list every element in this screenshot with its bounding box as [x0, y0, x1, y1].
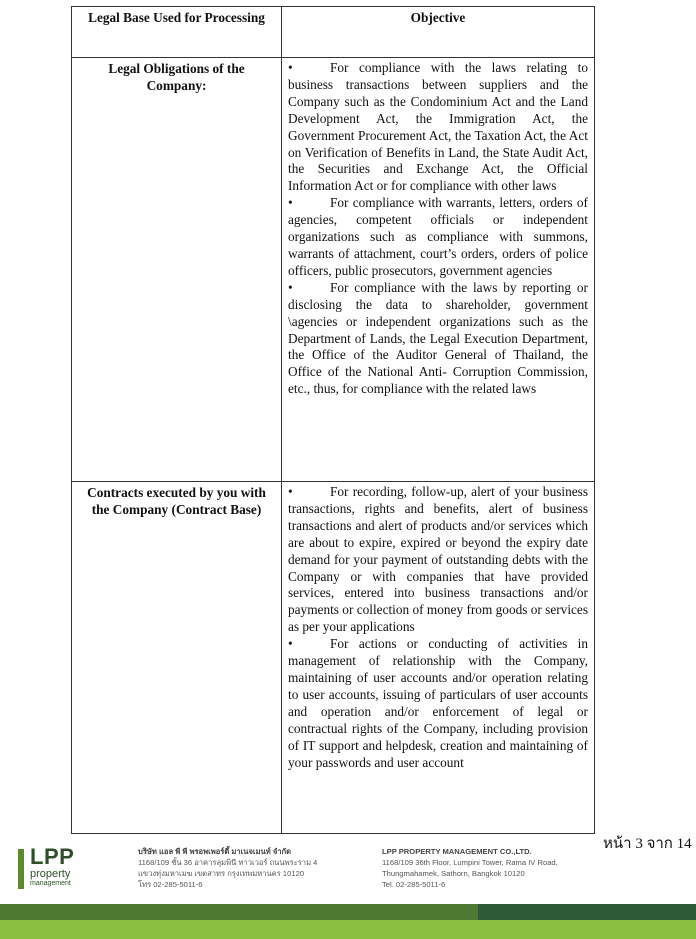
bullet-item: • For compliance with the laws by reporting or disclosing the data to shareholder, government \agencies or independent organizations such as the Department of Lands, the Legal Execution Department, the Office of the Auditor General of Thailand, the Office of the National Anti- Corruption Commission, etc., thus, for compliance with the related laws: [288, 279, 588, 397]
header-legal-base: Legal Base Used for Processing: [72, 7, 282, 58]
company-logo: LPP property management: [30, 844, 75, 887]
english-address: LPP PROPERTY MANAGEMENT CO.,LTD. 1168/109 36th Floor, Lumpini Tower, Rama IV Road, Thungmahamek, Sathorn, Bangkok 10120 Tel. 02-285-5011-6: [382, 847, 558, 889]
bullet-icon: •: [288, 60, 293, 75]
bullet-item: • For compliance with warrants, letters, orders of agencies, competent officials or independent organizations such as compliance with summons, warrants of attachment, court’s orders, orders of police officers, public prosecutors, government agencies: [288, 195, 588, 278]
footer-band-accent: [478, 904, 696, 920]
legal-basis-table: [71, 6, 595, 834]
bullet-item: • For actions or conducting of activities in management of relationship with the Company, maintaining of user accounts and/or operation relating to user accounts, issuing of particulars of user accounts and operation and/or enforcement of legal or contractual rights of the Company, including provision of IT support and helpdesk, creation and maintaining of your passwords and user account: [288, 636, 588, 770]
bullet-icon: •: [288, 195, 293, 211]
row-label: Contracts executed by you with the Company (Contract Base): [72, 482, 282, 834]
thai-address: บริษัท แอล พี พี พรอพเพอร์ตี้ มาเนจเมนท์ จำกัด 1168/109 ชั้น 36 อาคารลุมพินี ทาวเวอร์ ถนนพระราม 4 แขวงทุ่งมหาเมฆ เขตสาทร กรุงเทพมหานคร 10120 โทร 02-285-5011-6: [138, 847, 318, 889]
bullet-item: • For compliance with the laws relating to business transactions between suppliers and the Company such as the Condominium Act and the Land Development Act, the Immigration Act, the Government Procurement Act, the Taxation Act, the Act on Verification of Benefits in Land, the State Audit Act, the Securities and Exchange Act, the Official Information Act or for compliance with other laws: [288, 60, 588, 194]
page-number: หน้า 3 จาก 14: [603, 836, 692, 852]
row-objective: [282, 482, 595, 834]
bullet-icon: •: [288, 484, 293, 499]
row-label: Legal Obligations of the Company:: [72, 58, 282, 482]
row-objective: [282, 58, 595, 482]
bullet-icon: •: [288, 279, 293, 295]
logo-bar-icon: [18, 849, 24, 889]
footer-band-light: [0, 920, 696, 939]
footer: [0, 840, 696, 900]
bullet-icon: •: [288, 636, 293, 652]
table-row: [72, 58, 595, 482]
bullet-item: • For recording, follow-up, alert of your business transactions, rights and benefits, alert of business transactions and alert of products and/or services which are about to expire, expired or beyond the expiry date demand for your payment of outstanding debts with the Company or with companies that have provided services, entered into business transactions and/or payments or collection of money from goods or services as per your applications: [288, 484, 588, 635]
table-row: [72, 482, 595, 834]
header-objective: Objective: [282, 7, 595, 58]
